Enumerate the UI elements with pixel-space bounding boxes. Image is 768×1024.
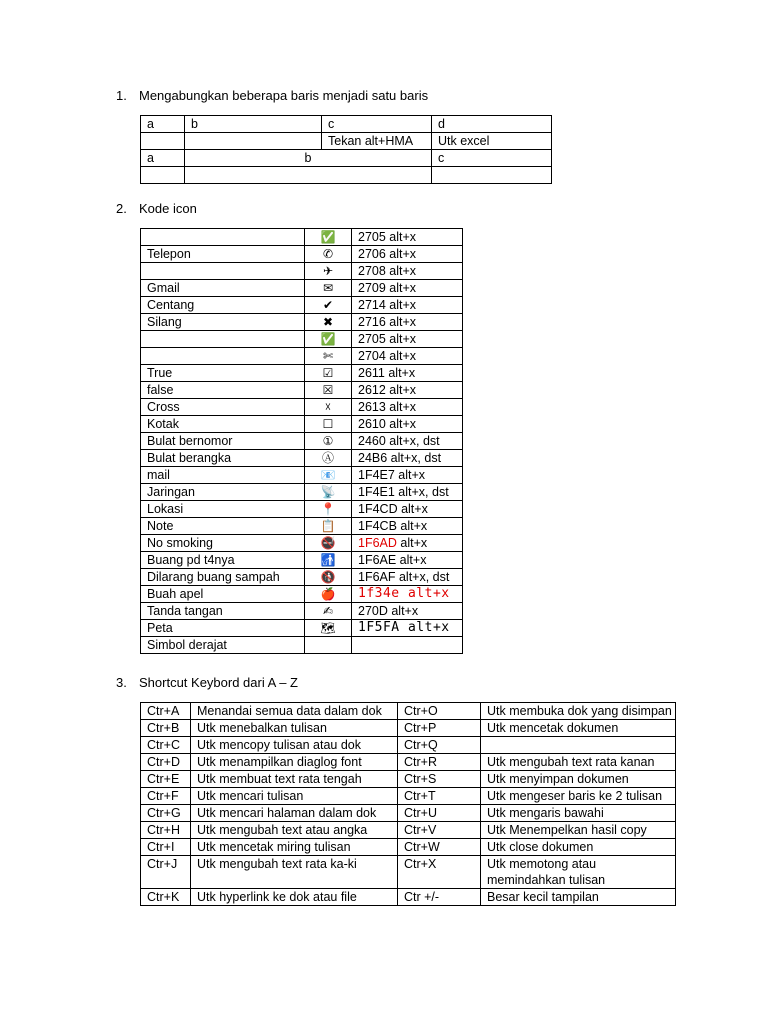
section-1-heading — [116, 88, 428, 103]
table-cell: Tekan alt+HMA — [322, 133, 432, 150]
icon-label: Jaringan — [141, 484, 305, 501]
icon-label: Telepon — [141, 246, 305, 263]
symbol-icon: ✅ — [305, 331, 352, 348]
merge-rows-table — [140, 115, 552, 184]
table-cell — [185, 133, 322, 150]
symbol-icon: 🚭 — [305, 535, 352, 552]
symbol-icon: ☐ — [305, 416, 352, 433]
shortcut-key: Ctr+H — [141, 822, 191, 839]
table-row — [141, 280, 463, 297]
table-cell: b — [185, 116, 322, 133]
table-row — [141, 133, 552, 150]
table-cell — [141, 133, 185, 150]
symbol-icon — [305, 637, 352, 654]
merged-cell — [185, 167, 432, 184]
unicode-code-suffix: alt+x — [396, 536, 428, 550]
icon-label: Centang — [141, 297, 305, 314]
shortcut-key: Ctr+X — [398, 856, 481, 889]
merged-cell: b — [185, 150, 432, 167]
unicode-code: 2708 alt+x — [352, 263, 463, 280]
icon-label — [141, 331, 305, 348]
table-row — [141, 552, 463, 569]
shortcut-key: Ctr+A — [141, 703, 191, 720]
table-row — [141, 856, 676, 889]
shortcut-key: Ctr+O — [398, 703, 481, 720]
table-row — [141, 620, 463, 637]
unicode-code: 2610 alt+x — [352, 416, 463, 433]
icon-label: No smoking — [141, 535, 305, 552]
symbol-icon: ① — [305, 433, 352, 450]
unicode-code — [352, 535, 463, 552]
table-row — [141, 399, 463, 416]
table-row — [141, 433, 463, 450]
shortcut-key: Ctr+W — [398, 839, 481, 856]
shortcut-description: Utk mencari tulisan — [191, 788, 398, 805]
symbol-icon: 📋 — [305, 518, 352, 535]
table-row — [141, 703, 676, 720]
icon-label: Kotak — [141, 416, 305, 433]
shortcut-description — [481, 737, 676, 754]
shortcut-description: Utk mencetak dokumen — [481, 720, 676, 737]
symbol-icon: ✍ — [305, 603, 352, 620]
icon-code-table — [140, 228, 463, 654]
icon-label: Dilarang buang sampah — [141, 569, 305, 586]
symbol-icon: ✈ — [305, 263, 352, 280]
shortcut-description: Utk mencopy tulisan atau dok — [191, 737, 398, 754]
table-cell: c — [432, 150, 552, 167]
unicode-code: 24B6 alt+x, dst — [352, 450, 463, 467]
unicode-code: 1F5FA alt+x — [352, 620, 463, 637]
shortcut-key: Ctr+T — [398, 788, 481, 805]
shortcut-key: Ctr+V — [398, 822, 481, 839]
table-row — [141, 450, 463, 467]
section-number: 3. — [116, 675, 127, 690]
table-row — [141, 467, 463, 484]
table-row — [141, 569, 463, 586]
symbol-icon: 📡 — [305, 484, 352, 501]
section-number: 2. — [116, 201, 127, 216]
table-row — [141, 484, 463, 501]
unicode-code: 1f34e alt+x — [352, 586, 463, 603]
table-row — [141, 788, 676, 805]
unicode-code: 1F6AE alt+x — [352, 552, 463, 569]
shortcut-description: Utk memotong atau memindahkan tulisan — [481, 856, 676, 889]
icon-label: Note — [141, 518, 305, 535]
symbol-icon: ☑ — [305, 365, 352, 382]
icon-label: Bulat bernomor — [141, 433, 305, 450]
icon-label — [141, 229, 305, 246]
table-row — [141, 839, 676, 856]
icon-label: Bulat berangka — [141, 450, 305, 467]
unicode-code: 2611 alt+x — [352, 365, 463, 382]
table-row — [141, 586, 463, 603]
table-cell: Utk excel — [432, 133, 552, 150]
shortcut-description: Besar kecil tampilan — [481, 889, 676, 906]
shortcut-key: Ctr+D — [141, 754, 191, 771]
shortcut-description: Utk mengubah text rata ka-ki — [191, 856, 398, 889]
table-row — [141, 348, 463, 365]
unicode-code: 2706 alt+x — [352, 246, 463, 263]
symbol-icon: 🚯 — [305, 569, 352, 586]
unicode-code: 1F6AF alt+x, dst — [352, 569, 463, 586]
section-number: 1. — [116, 88, 127, 103]
table-row — [141, 314, 463, 331]
symbol-icon: 📧 — [305, 467, 352, 484]
shortcut-key: Ctr+U — [398, 805, 481, 822]
unicode-code: 2709 alt+x — [352, 280, 463, 297]
table-row — [141, 297, 463, 314]
icon-label: Peta — [141, 620, 305, 637]
shortcut-key: Ctr+J — [141, 856, 191, 889]
symbol-icon: ✆ — [305, 246, 352, 263]
shortcut-key: Ctr+Q — [398, 737, 481, 754]
unicode-code: 270D alt+x — [352, 603, 463, 620]
icon-label: mail — [141, 467, 305, 484]
unicode-code: 2460 alt+x, dst — [352, 433, 463, 450]
symbol-icon: ✄ — [305, 348, 352, 365]
shortcut-key: Ctr+G — [141, 805, 191, 822]
unicode-code-highlight: 1F6AD — [358, 536, 397, 550]
shortcut-description: Utk hyperlink ke dok atau file — [191, 889, 398, 906]
table-cell: c — [322, 116, 432, 133]
shortcut-key: Ctr+C — [141, 737, 191, 754]
table-row — [141, 518, 463, 535]
shortcut-description: Utk mencari halaman dalam dok — [191, 805, 398, 822]
icon-label: Buang pd t4nya — [141, 552, 305, 569]
symbol-icon: 🗺 — [305, 620, 352, 637]
symbol-icon: ✉ — [305, 280, 352, 297]
section-2-heading — [116, 201, 197, 216]
table-cell — [141, 167, 185, 184]
icon-label: Silang — [141, 314, 305, 331]
table-row — [141, 805, 676, 822]
shortcut-description: Utk menebalkan tulisan — [191, 720, 398, 737]
shortcut-description: Utk menyimpan dokumen — [481, 771, 676, 788]
symbol-icon: ☓ — [305, 399, 352, 416]
symbol-icon: ✅ — [305, 229, 352, 246]
section-title: Mengabungkan beberapa baris menjadi satu baris — [139, 88, 429, 103]
icon-label — [141, 348, 305, 365]
symbol-icon: 📍 — [305, 501, 352, 518]
unicode-code: 2704 alt+x — [352, 348, 463, 365]
symbol-icon: 🚮 — [305, 552, 352, 569]
shortcut-description: Utk menampilkan diaglog font — [191, 754, 398, 771]
table-row — [141, 150, 552, 167]
unicode-code: 1F4E1 alt+x, dst — [352, 484, 463, 501]
shortcut-description: Utk membuat text rata tengah — [191, 771, 398, 788]
unicode-code: 2612 alt+x — [352, 382, 463, 399]
icon-label: false — [141, 382, 305, 399]
table-cell: a — [141, 150, 185, 167]
unicode-code — [352, 637, 463, 654]
symbol-icon: ✔ — [305, 297, 352, 314]
unicode-code: 1F4CB alt+x — [352, 518, 463, 535]
symbol-icon: Ⓐ — [305, 450, 352, 467]
table-row — [141, 637, 463, 654]
section-title: Kode icon — [139, 201, 197, 216]
table-row — [141, 535, 463, 552]
icon-label — [141, 263, 305, 280]
table-row — [141, 822, 676, 839]
unicode-code: 1F4CD alt+x — [352, 501, 463, 518]
shortcut-key: Ctr+S — [398, 771, 481, 788]
table-row — [141, 331, 463, 348]
shortcut-description: Menandai semua data dalam dok — [191, 703, 398, 720]
icon-label: True — [141, 365, 305, 382]
section-3-heading — [116, 675, 298, 690]
icon-label: Tanda tangan — [141, 603, 305, 620]
table-row — [141, 603, 463, 620]
shortcut-key: Ctr+B — [141, 720, 191, 737]
table-row — [141, 771, 676, 788]
unicode-code: 2705 alt+x — [352, 229, 463, 246]
icon-label: Gmail — [141, 280, 305, 297]
shortcut-key: Ctr+F — [141, 788, 191, 805]
table-row — [141, 382, 463, 399]
table-row — [141, 501, 463, 518]
shortcut-key: Ctr+R — [398, 754, 481, 771]
shortcut-key: Ctr+P — [398, 720, 481, 737]
unicode-code: 2716 alt+x — [352, 314, 463, 331]
table-row — [141, 167, 552, 184]
shortcut-description: Utk mengubah text rata kanan — [481, 754, 676, 771]
shortcut-description: Utk Menempelkan hasil copy — [481, 822, 676, 839]
shortcut-description: Utk mengaris bawahi — [481, 805, 676, 822]
shortcut-key: Ctr+K — [141, 889, 191, 906]
symbol-icon: 🍎 — [305, 586, 352, 603]
symbol-icon: ✖ — [305, 314, 352, 331]
table-row — [141, 116, 552, 133]
section-title: Shortcut Keybord dari A – Z — [139, 675, 298, 690]
table-cell: a — [141, 116, 185, 133]
table-cell — [432, 167, 552, 184]
shortcut-key: Ctr+E — [141, 771, 191, 788]
table-row — [141, 889, 676, 906]
shortcut-description: Utk membuka dok yang disimpan — [481, 703, 676, 720]
shortcut-description: Utk mengubah text atau angka — [191, 822, 398, 839]
unicode-code: 2714 alt+x — [352, 297, 463, 314]
shortcut-description: Utk mengeser baris ke 2 tulisan — [481, 788, 676, 805]
unicode-code: 2705 alt+x — [352, 331, 463, 348]
shortcut-description: Utk mencetak miring tulisan — [191, 839, 398, 856]
table-row — [141, 416, 463, 433]
unicode-code: 2613 alt+x — [352, 399, 463, 416]
table-cell: d — [432, 116, 552, 133]
icon-label: Simbol derajat — [141, 637, 305, 654]
shortcut-key: Ctr +/- — [398, 889, 481, 906]
table-row — [141, 754, 676, 771]
shortcut-description: Utk close dokumen — [481, 839, 676, 856]
symbol-icon: ☒ — [305, 382, 352, 399]
table-row — [141, 263, 463, 280]
unicode-code: 1F4E7 alt+x — [352, 467, 463, 484]
shortcut-table — [140, 702, 676, 906]
table-row — [141, 229, 463, 246]
icon-label: Cross — [141, 399, 305, 416]
icon-label: Buah apel — [141, 586, 305, 603]
shortcut-key: Ctr+I — [141, 839, 191, 856]
table-row — [141, 365, 463, 382]
icon-label: Lokasi — [141, 501, 305, 518]
table-row — [141, 737, 676, 754]
table-row — [141, 246, 463, 263]
table-row — [141, 720, 676, 737]
